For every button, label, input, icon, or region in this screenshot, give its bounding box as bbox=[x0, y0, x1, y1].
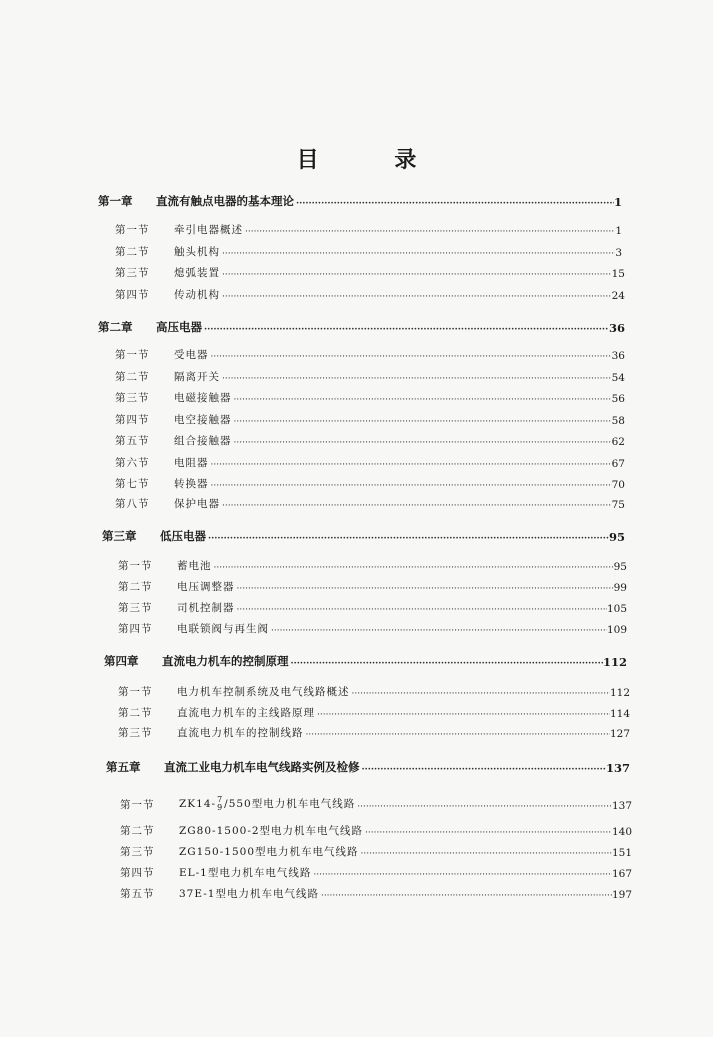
toc-section[interactable] bbox=[115, 344, 625, 362]
page-number: 75 bbox=[611, 499, 625, 511]
section-label: 第一节 bbox=[118, 686, 153, 698]
leader-dots bbox=[304, 730, 610, 740]
leader-dots bbox=[269, 626, 607, 636]
toc-section[interactable] bbox=[120, 820, 632, 838]
section-title: ZG150-1500型电力机车电气线路 bbox=[179, 846, 359, 858]
leader-dots bbox=[360, 765, 606, 775]
toc-section[interactable] bbox=[120, 862, 632, 880]
chapter-label: 第三章 bbox=[102, 529, 137, 543]
section-title: 直流电力机车的主线路原理 bbox=[177, 707, 315, 719]
toc-section[interactable] bbox=[118, 681, 630, 699]
page-number: 197 bbox=[611, 889, 632, 901]
page-number: 167 bbox=[611, 868, 632, 880]
leader-dots bbox=[359, 849, 612, 859]
page-number: 114 bbox=[609, 708, 630, 720]
section-label: 第二节 bbox=[120, 825, 155, 837]
leader-dots bbox=[289, 659, 603, 669]
toc-section[interactable] bbox=[118, 597, 627, 615]
section-label: 第三节 bbox=[118, 602, 153, 614]
page-number: 112 bbox=[602, 655, 627, 669]
section-label: 第一节 bbox=[120, 799, 155, 811]
section-label: 第四节 bbox=[115, 289, 150, 301]
toc-section[interactable] bbox=[118, 702, 630, 720]
toc-section[interactable] bbox=[120, 790, 632, 812]
leader-dots bbox=[202, 325, 609, 335]
toc-section[interactable] bbox=[115, 219, 622, 237]
section-label: 第四节 bbox=[120, 867, 155, 879]
toc-section[interactable] bbox=[115, 430, 625, 448]
section-label: 第八节 bbox=[115, 498, 150, 510]
section-label: 第四节 bbox=[118, 623, 153, 635]
section-label: 第一节 bbox=[115, 224, 150, 236]
leader-dots bbox=[235, 605, 607, 615]
leader-dots bbox=[206, 534, 609, 544]
fraction-denominator: 9 bbox=[217, 803, 224, 812]
model-prefix: ZK14- bbox=[179, 798, 217, 810]
page-number: 127 bbox=[609, 728, 630, 740]
page-number: 36 bbox=[608, 321, 625, 335]
section-title: 隔离开关 bbox=[174, 371, 220, 383]
page-number: 58 bbox=[611, 415, 625, 427]
section-label: 第二节 bbox=[115, 246, 150, 258]
toc-section[interactable] bbox=[118, 618, 627, 636]
toc-section[interactable] bbox=[115, 284, 625, 302]
leader-dots bbox=[350, 689, 610, 699]
page-number: 105 bbox=[606, 603, 627, 615]
toc-section[interactable] bbox=[115, 452, 625, 470]
section-title: 37E-1型电力机车电气线路 bbox=[179, 888, 319, 900]
section-title: 蓄电池 bbox=[177, 560, 212, 572]
section-title: 司机控制器 bbox=[177, 602, 235, 614]
leader-dots bbox=[315, 710, 610, 720]
section-title: 电力机车控制系统及电气线路概述 bbox=[177, 686, 350, 698]
section-title: ZG80-1500-2型电力机车电气线路 bbox=[179, 825, 364, 837]
section-label: 第三节 bbox=[120, 846, 155, 858]
section-label: 第五节 bbox=[120, 888, 155, 900]
section-title: 直流电力机车的控制线路 bbox=[177, 727, 304, 739]
leader-dots bbox=[355, 802, 612, 812]
toc-section[interactable] bbox=[118, 722, 630, 740]
section-title: 电空接触器 bbox=[174, 414, 232, 426]
section-title: 保护电器 bbox=[174, 498, 220, 510]
model-suffix: /550型电力机车电气线路 bbox=[224, 798, 356, 810]
leader-dots bbox=[243, 227, 615, 237]
chapter-label: 第五章 bbox=[106, 760, 141, 774]
chapter-title: 直流电力机车的控制原理 bbox=[162, 654, 289, 668]
section-title: 电阻器 bbox=[174, 457, 209, 469]
section-label: 第一节 bbox=[118, 560, 153, 572]
page-title: 目 录 bbox=[296, 147, 451, 173]
section-title: 传动机构 bbox=[174, 289, 220, 301]
toc-section[interactable] bbox=[118, 576, 627, 594]
section-label: 第三节 bbox=[118, 727, 153, 739]
toc-section[interactable] bbox=[115, 241, 622, 259]
section-label: 第二节 bbox=[115, 371, 150, 383]
leader-dots bbox=[232, 438, 612, 448]
page-number: 95 bbox=[613, 561, 627, 573]
section-title: 电压调整器 bbox=[177, 581, 235, 593]
chapter-title: 直流工业电力机车电气线路实例及检修 bbox=[164, 760, 360, 774]
page-number: 140 bbox=[611, 826, 632, 838]
section-label: 第七节 bbox=[115, 478, 150, 490]
section-label: 第三节 bbox=[115, 392, 150, 404]
leader-dots bbox=[220, 374, 612, 384]
chapter-title: 低压电器 bbox=[160, 529, 206, 543]
leader-dots bbox=[209, 481, 612, 491]
section-title: 受电器 bbox=[174, 349, 209, 361]
page-number: 1 bbox=[615, 225, 622, 237]
page-number: 137 bbox=[611, 800, 632, 812]
leader-dots bbox=[363, 828, 612, 838]
toc-section[interactable] bbox=[118, 555, 627, 573]
toc-section[interactable] bbox=[115, 387, 625, 405]
page-number: 56 bbox=[611, 393, 625, 405]
toc-chapter-3[interactable] bbox=[102, 526, 625, 544]
toc-section[interactable] bbox=[120, 841, 632, 859]
chapter-label: 第二章 bbox=[98, 320, 133, 334]
leader-dots bbox=[220, 249, 615, 259]
chapter-label: 第四章 bbox=[104, 654, 139, 668]
leader-dots bbox=[311, 870, 612, 880]
section-label: 第三节 bbox=[115, 267, 150, 279]
section-label: 第一节 bbox=[115, 349, 150, 361]
section-label: 第四节 bbox=[115, 414, 150, 426]
leader-dots bbox=[232, 417, 612, 427]
page-number: 15 bbox=[611, 268, 625, 280]
leader-dots bbox=[232, 395, 612, 405]
leader-dots bbox=[209, 352, 612, 362]
page-number: 36 bbox=[611, 350, 625, 362]
section-title: 熄弧装置 bbox=[174, 267, 220, 279]
chapter-label: 第一章 bbox=[98, 194, 133, 208]
toc-chapter-2[interactable] bbox=[98, 317, 625, 335]
toc-section[interactable] bbox=[115, 473, 625, 491]
leader-dots bbox=[294, 199, 614, 209]
fraction-numerator: 7 bbox=[217, 795, 224, 804]
page-number: 109 bbox=[606, 624, 627, 636]
section-title bbox=[179, 796, 355, 812]
section-title: 电联锁阀与再生阀 bbox=[177, 623, 269, 635]
page-number: 67 bbox=[611, 458, 625, 470]
section-title: 电磁接触器 bbox=[174, 392, 232, 404]
leader-dots bbox=[212, 563, 614, 573]
chapter-title: 直流有触点电器的基本理论 bbox=[156, 194, 294, 208]
toc-chapter-5[interactable] bbox=[106, 757, 630, 775]
page-number: 112 bbox=[609, 687, 630, 699]
leader-dots bbox=[220, 292, 612, 302]
section-label: 第二节 bbox=[118, 707, 153, 719]
page-number: 151 bbox=[611, 847, 632, 859]
section-title: EL-1型电力机车电气线路 bbox=[179, 867, 312, 879]
section-label: 第六节 bbox=[115, 457, 150, 469]
chapter-title: 高压电器 bbox=[156, 320, 202, 334]
page-number: 3 bbox=[615, 247, 622, 259]
page-number: 95 bbox=[608, 530, 625, 544]
section-title: 触头机构 bbox=[174, 246, 220, 258]
page-number: 62 bbox=[611, 436, 625, 448]
toc-section[interactable] bbox=[115, 409, 625, 427]
leader-dots bbox=[319, 891, 612, 901]
page-number: 54 bbox=[611, 372, 625, 384]
page-number: 24 bbox=[611, 290, 625, 302]
section-title: 转换器 bbox=[174, 478, 209, 490]
page-number: 1 bbox=[613, 195, 622, 209]
leader-dots bbox=[220, 501, 612, 511]
page-number: 70 bbox=[611, 479, 625, 491]
toc-section[interactable] bbox=[120, 883, 632, 901]
toc-section[interactable] bbox=[115, 366, 625, 384]
section-title: 组合接触器 bbox=[174, 435, 232, 447]
toc-section[interactable] bbox=[115, 262, 625, 280]
page-number: 99 bbox=[613, 582, 627, 594]
section-label: 第二节 bbox=[118, 581, 153, 593]
model-fraction bbox=[217, 796, 223, 812]
section-title: 牵引电器概述 bbox=[174, 224, 243, 236]
toc-chapter-1[interactable] bbox=[98, 191, 622, 209]
page-number: 137 bbox=[605, 761, 630, 775]
leader-dots bbox=[220, 270, 612, 280]
leader-dots bbox=[209, 460, 612, 470]
toc-chapter-4[interactable] bbox=[104, 651, 627, 669]
toc-section[interactable] bbox=[115, 493, 625, 511]
section-label: 第五节 bbox=[115, 435, 150, 447]
leader-dots bbox=[235, 584, 614, 594]
